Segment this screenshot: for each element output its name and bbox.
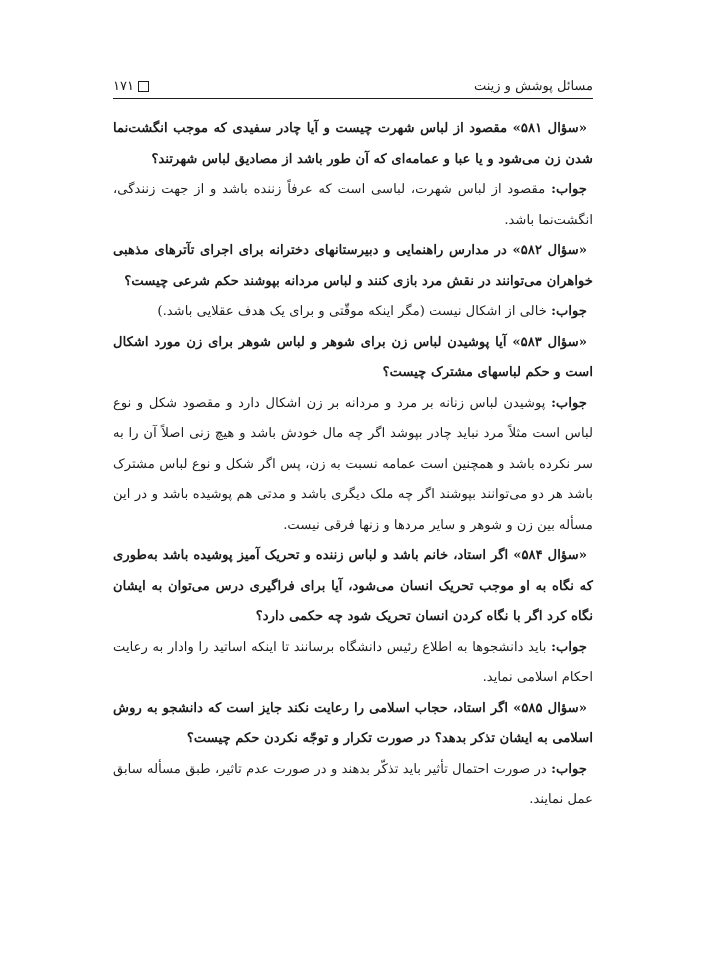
question-text: آیا پوشیدن لباس زن برای شوهر و لباس شوهر برای زن مورد اشکال است و حکم لباسهای مشترک چیست؟ <box>113 334 593 380</box>
answer-text: خالی از اشکال نیست (مگر اینکه موقّتی و برای یک هدف عقلایی باشد.) <box>157 304 547 319</box>
question-text: اگر استاد، خانم باشد و لباس زننده و تحریک آمیز پوشیده باشد به‌طوری که نگاه به او موجب تحریک انسان می‌شود، آیا برای فراگیری درس می‌توان به ایشان نگاه کرد اگر با نگاه کردن انسان تحریک شود چه حکمی دارد؟ <box>113 548 593 624</box>
page-number-block <box>113 79 149 94</box>
answer-584 <box>113 633 593 694</box>
question-text: اگر استاد، حجاب اسلامی را رعایت نکند جایز است که دانشجو به روش اسلامی به ایشان تذکر بدهد؟ در صورت تکرار و توجّه نکردن حکم چیست؟ <box>113 700 593 746</box>
header-rule <box>113 98 593 99</box>
answer-text: در صورت احتمال تأثیر باید تذکّر بدهند و در صورت عدم تاثیر، طبق مسأله سابق عمل نمایند. <box>113 761 593 807</box>
question-label: «سؤال ۵۸۵» <box>513 700 587 716</box>
answer-text: پوشیدن لباس زنانه بر مرد و مردانه بر زن اشکال دارد و مقصود شکل و نوع لباس است مثلاً مرد نباید چادر بپوشد اگر چه مال خودش باشد و هیچ زنی اصلاً آن را به سر نکرده باشد و همچنین است عمامه نسبت به زن، پس اگر شکل و نوع لباس مشترک باشد هر دو می‌توانند بپوشند اگر چه ملک دیگری باشد و مدتی هم پوشیده باشد و در این مسأله بین زن و شوهر و سایر مردها و زنها فرقی نیست. <box>113 395 593 533</box>
answer-text: مقصود از لباس شهرت، لباسی است که عرفاً زننده باشد و از جهت زنندگی، انگشت‌نما باشد. <box>113 182 593 228</box>
question-label: «سؤال ۵۸۲» <box>512 243 587 258</box>
question-584 <box>113 541 593 633</box>
question-text: مقصود از لباس شهرت چیست و آیا چادر سفیدی که موجب انگشت‌نما شدن زن می‌شود و یا عبا و عمامه‌ای که آن طور باشد از مصادیق لباس شهرتند؟ <box>113 121 593 167</box>
answer-582 <box>113 297 593 328</box>
answer-label: جواب: <box>551 304 587 319</box>
answer-label: جواب: <box>551 395 587 411</box>
page-content <box>113 114 593 816</box>
running-title: مسائل پوشش و زینت <box>473 79 593 94</box>
answer-label: جواب: <box>551 182 587 197</box>
answer-text: باید دانشجوها به اطلاع رئیس دانشگاه برسانند تا اینکه اساتید را وادار به رعایت احکام اسلامی نماید. <box>113 639 593 685</box>
answer-label: جواب: <box>551 761 587 777</box>
answer-585 <box>113 755 593 816</box>
square-ornament-icon <box>138 81 149 92</box>
question-text: در مدارس راهنمایی و دبیرستانهای دخترانه برای اجرای تآترهای مذهبی خواهران می‌توانند در نقش مرد بازی کنند و لباس مردانه بپوشند حکم شرعی چیست؟ <box>113 243 593 289</box>
question-label: «سؤال ۵۸۱» <box>512 121 588 136</box>
answer-583 <box>113 389 593 542</box>
question-582 <box>113 236 593 297</box>
page-header <box>113 72 593 94</box>
question-581 <box>113 114 593 175</box>
question-label: «سؤال ۵۸۳» <box>512 334 588 350</box>
question-585 <box>113 694 593 755</box>
answer-label: جواب: <box>551 639 587 655</box>
answer-581 <box>113 175 593 236</box>
question-label: «سؤال ۵۸۴» <box>513 548 587 563</box>
question-583 <box>113 328 593 389</box>
page-number: ۱۷۱ <box>113 79 134 94</box>
